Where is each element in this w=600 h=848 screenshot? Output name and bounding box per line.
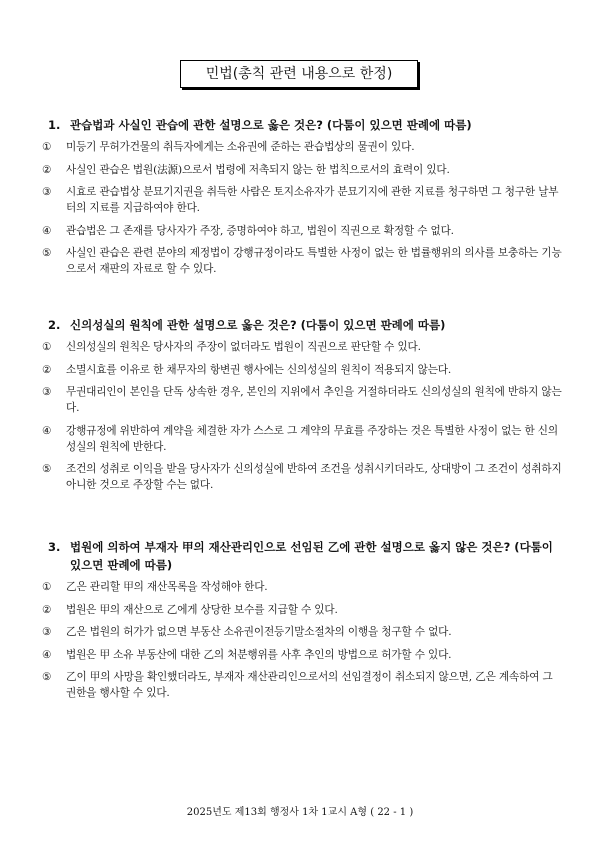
option-number: ② (42, 163, 52, 176)
option-number: ① (42, 141, 52, 153)
option-3[interactable] (42, 624, 564, 640)
option-text: 조건의 성취로 이익을 받을 당사자가 신의성실에 반하여 조건을 성취시키더라도, 상대방이 그 조건이 성취하지 아니한 것으로 주장할 수는 없다. (66, 463, 562, 491)
question-text: 법원에 의하여 부재자 甲의 재산관리인으로 선임된 乙에 관한 설명으로 옳지 않은 것은? (다툼이 있으면 판례에 따름) (70, 540, 553, 572)
question-stem (48, 116, 564, 134)
option-text: 乙은 법원의 허가가 없으면 부동산 소유권이전등기말소절차의 이행을 청구할 수 없다. (66, 626, 452, 638)
option-text: 소멸시효를 이유로 한 채무자의 항변권 행사에는 신의성실의 원칙이 적용되지 않는다. (66, 363, 452, 376)
question-number: 3. (48, 540, 61, 554)
question-stem (48, 538, 564, 574)
option-number: ③ (42, 386, 52, 398)
option-number: ④ (42, 224, 52, 237)
option-number: ② (42, 363, 52, 376)
section-title: 민법(총칙 관련 내용으로 한정) (180, 60, 418, 88)
option-3[interactable] (42, 184, 564, 216)
option-number: ⑤ (42, 671, 52, 683)
option-text: 법원은 甲의 재산으로 乙에게 상당한 보수를 지급할 수 있다. (66, 603, 338, 616)
option-4[interactable] (42, 423, 564, 455)
question-text: 신의성실의 원칙에 관한 설명으로 옳은 것은? (다툼이 있으면 판례에 따름) (70, 318, 446, 332)
option-number: ⑤ (42, 247, 52, 259)
option-text: 사실인 관습은 관련 분야의 제정법이 강행규정이라도 특별한 사정이 없는 한 법률행위의 의사를 보충하는 기능으로서 재판의 자료로 할 수 있다. (66, 247, 562, 275)
option-number: ③ (42, 626, 52, 638)
option-text: 신의성실의 원칙은 당사자의 주장이 없더라도 법원이 직권으로 판단할 수 있다. (66, 341, 421, 353)
question-text: 관습법과 사실인 관습에 관한 설명으로 옳은 것은? (다툼이 있으면 판례에 따름) (70, 118, 472, 132)
option-number: ① (42, 581, 52, 593)
option-text: 乙은 관리할 甲의 재산목록을 작성해야 한다. (66, 581, 268, 593)
option-text: 법원은 甲 소유 부동산에 대한 乙의 처분행위를 사후 추인의 방법으로 허가할 수 있다. (66, 648, 452, 661)
option-text: 강행규정에 위반하여 계약을 체결한 자가 스스로 그 계약의 무효를 주장하는 것은 특별한 사정이 없는 한 신의성실의 원칙에 반한다. (66, 424, 558, 453)
question-3 (42, 538, 564, 708)
question-1 (42, 116, 564, 284)
option-1[interactable] (42, 339, 564, 355)
question-stem (48, 316, 564, 334)
option-number: ④ (42, 648, 52, 661)
option-text: 미등기 무허가건물의 취득자에게는 소유권에 준하는 관습법상의 물권이 있다. (66, 141, 415, 153)
page-footer: 2025년도 제13회 행정사 1차 1교시 A형 ( 22 - 1 ) (186, 807, 414, 818)
option-1[interactable] (42, 579, 564, 595)
option-text: 사실인 관습은 법원(法源)으로서 법령에 저촉되지 않는 한 법칙으로서의 효력이 있다. (66, 163, 450, 176)
option-number: ⑤ (42, 463, 52, 475)
option-2[interactable] (42, 362, 564, 378)
option-text: 무권대리인이 본인을 단독 상속한 경우, 본인의 지위에서 추인을 거절하더라도 신의성실의 원칙에 반하지 않는다. (66, 386, 562, 414)
option-4[interactable] (42, 647, 564, 663)
question-2 (42, 316, 564, 500)
option-5[interactable] (42, 669, 564, 701)
option-number: ③ (42, 186, 52, 198)
option-2[interactable] (42, 162, 564, 178)
option-text: 시효로 관습법상 분묘기지권을 취득한 사람은 토지소유자가 분묘기지에 관한 지료를 청구하면 그 청구한 날부터의 지료를 지급하여야 한다. (66, 186, 559, 214)
option-2[interactable] (42, 602, 564, 618)
question-number: 2. (48, 318, 61, 332)
option-text: 乙이 甲의 사망을 확인했더라도, 부재자 재산관리인으로서의 선임결정이 취소되지 않으면, 乙은 계속하여 그 권한을 행사할 수 있다. (66, 671, 553, 699)
option-number: ① (42, 341, 52, 353)
option-text: 관습법은 그 존재를 당사자가 주장, 증명하여야 하고, 법원이 직권으로 확정할 수 없다. (66, 224, 454, 237)
option-4[interactable] (42, 223, 564, 239)
option-5[interactable] (42, 245, 564, 277)
option-3[interactable] (42, 384, 564, 416)
option-1[interactable] (42, 139, 564, 155)
option-number: ② (42, 603, 52, 616)
option-5[interactable] (42, 461, 564, 493)
option-number: ④ (42, 424, 52, 437)
question-number: 1. (48, 118, 61, 132)
